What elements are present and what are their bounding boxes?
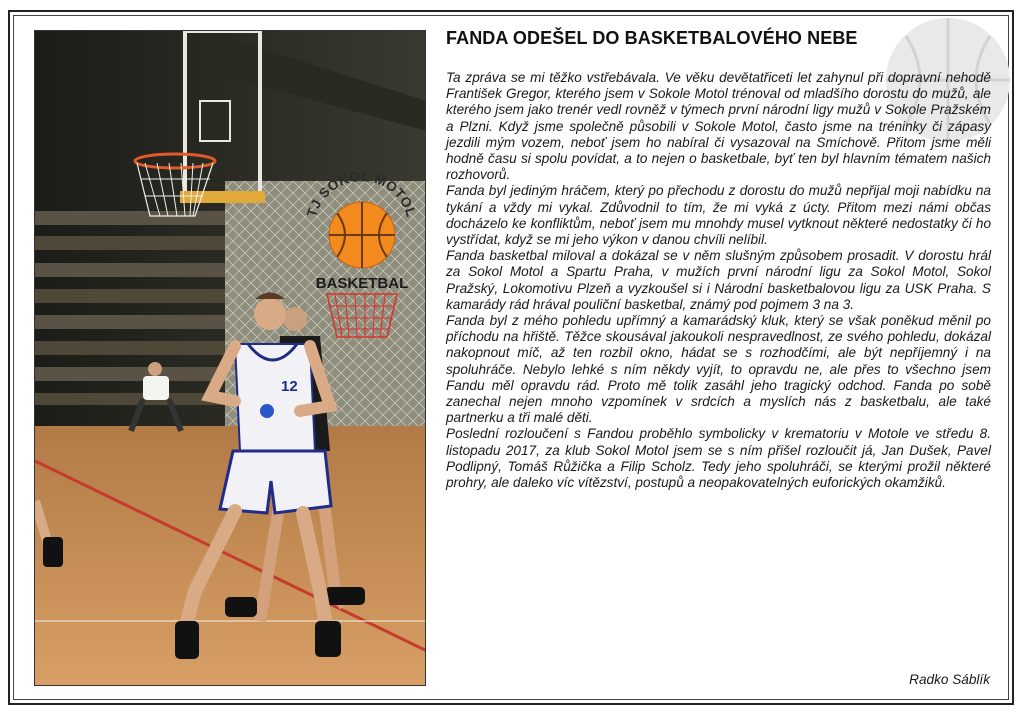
article-body [446,70,991,491]
paragraph: Fanda byl z mého pohledu upřímný a kamarádský kluk, který se však poněkud měnil po příchodu na hřiště. Těžce skousával jakoukoli nespravedlnost, ze svého pohledu, dokázal nakopnout míč, až ten rozbil okno, hádat se s rozhodčími, ale být nepříjemný i na spoluhráče. Nebylo lehké s ním někdy vyjít, to opravdu ne, ale přes to všechno jsem Fandu měl opravdu rád. Proto mě tolik zasáhl jeho tragický odchod. Fanda po sobě zanechal nejen mnoho vzpomínek v srdcích a myslích nás z basketbalu, ale také partnerku a tři malé děti. [446,313,991,426]
logo-top-text: TJ SOKOL MOTOL [304,168,419,219]
paragraph: Fanda byl jediným hráčem, který po přechodu z dorostu do mužů nepřijal moji nabídku na tykání a vždy mi vykal. Zdůvodnil to tím, že mi vyká z úcty. Přitom mezi námi občas docházelo ke konfliktům, neboť jsem mu mnohdy musel vytknout některé nedostatky či ho vystřídat, když se mi jeho výkon v danou chvíli nelíbil. [446,183,991,248]
paragraph: Fanda basketbal miloval a dokázal se v něm slušným způsobem prosadit. V dorostu hrál za Sokol Motol a Spartu Praha, v mužích první národní ligu za Sokol Motol, Sokol Pražský, Lokomotivu Plzeň a vyzkoušel si i Národní basketbalovou ligu za USK Praha. S kamarády rád hrával pouliční basketbal, známý pod pojmem 3 na 3. [446,248,991,312]
player-photo [34,30,426,686]
author-signature: Radko Sáblík [909,672,990,687]
logo-bottom-text: BASKETBAL [315,275,409,292]
paragraph: Ta zpráva se mi těžko vstřebávala. Ve věku devětatřiceti let zahynul při dopravní nehodě František Gregor, kterého jsem v Sokole Motol trénoval od mladšího dorostu do mužů, ale kterého jsem jako trenér vedl rovněž v týmech první národní ligy mužů v Sokole Pražském a Plzni. Když jsme společně působili v Sokole Motol, často jsme na tréninky či zápasy jezdili mým vozem, neboť jsem ho nabíral či vysazoval na Smíchově. Přitom jsme měli hodně času si spolu povídat, a to nejen o basketbale, byť ten byl hlavním tématem našich rozhovorů. [446,70,991,183]
partial-player-shoe [43,537,63,567]
jersey-number: 12 [281,378,298,395]
paragraph: Poslední rozloučení s Fandou proběhlo symbolicky v krematoriu v Motole ve středu 8. listopadu 2017, za klub Sokol Motol jsem se s ním přišel rozloučit já, Jan Dušek, Pavel Podlipný, Tomáš Růžička a Filip Scholz. Tedy jeho spoluhráči, se kterými prožil některé prohry, ale daleko víc vítězství, postupů a neopakovatelných euforických okamžiků. [446,426,991,491]
article-title: FANDA ODEŠEL DO BASKETBALOVÉHO NEBE [446,28,858,48]
